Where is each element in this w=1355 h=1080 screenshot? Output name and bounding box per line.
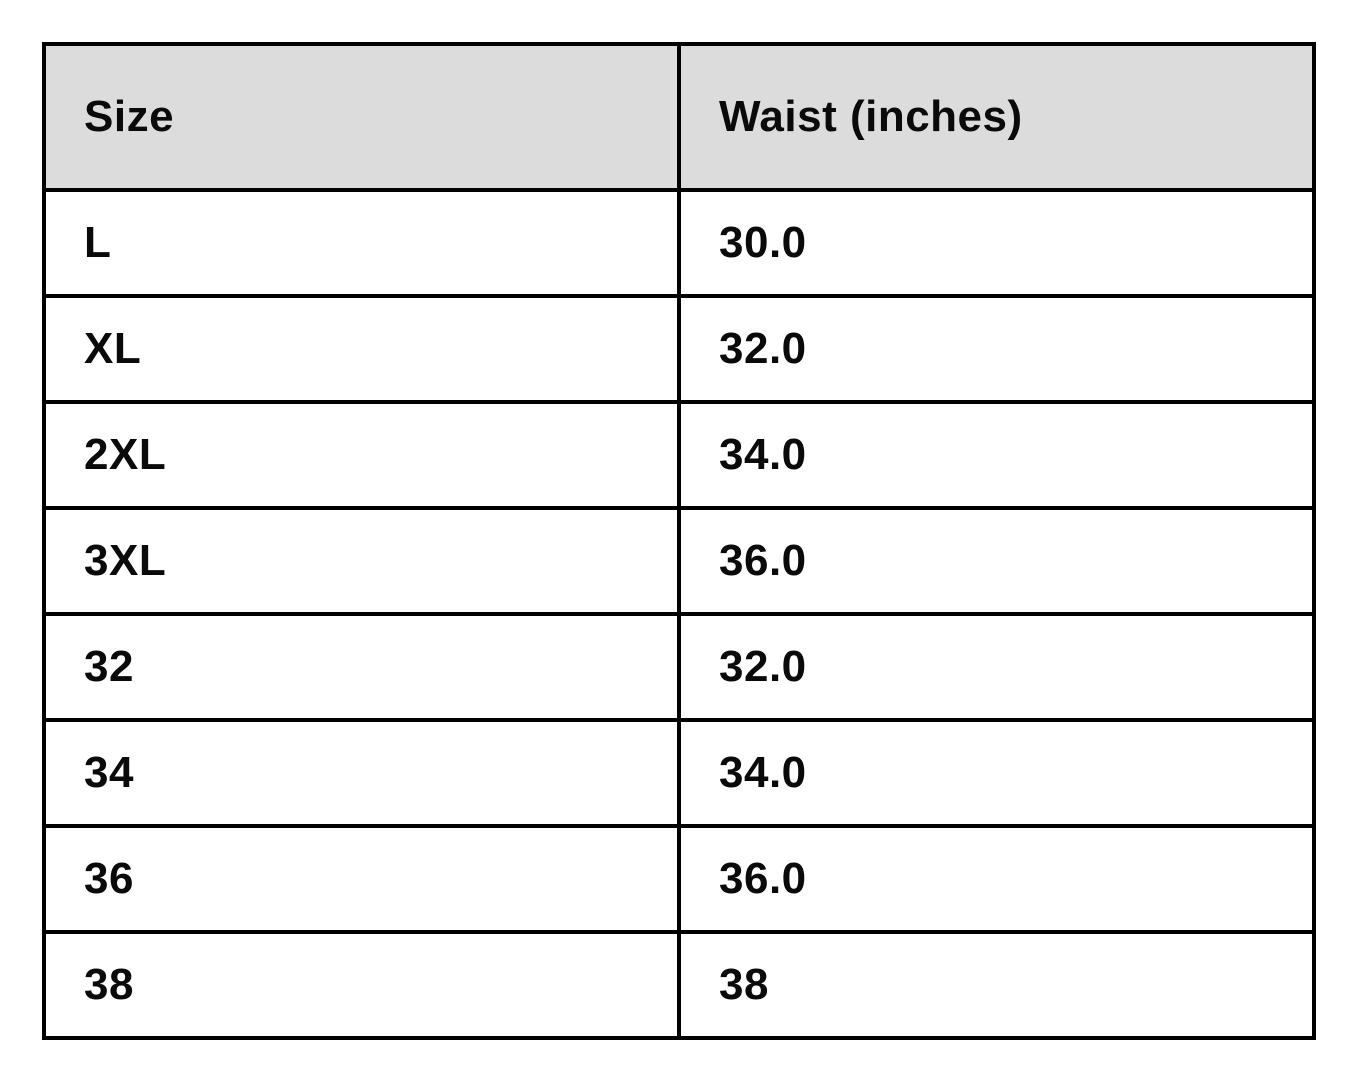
waist-cell: 34.0: [679, 720, 1314, 826]
size-cell: XL: [44, 296, 679, 402]
table-row: [44, 614, 1314, 720]
table-row: [44, 932, 1314, 1038]
size-cell: 36: [44, 826, 679, 932]
size-chart-table: [42, 42, 1316, 1040]
size-cell: 32: [44, 614, 679, 720]
column-header-waist: Waist (inches): [679, 44, 1314, 190]
size-cell: L: [44, 190, 679, 296]
size-cell: 2XL: [44, 402, 679, 508]
waist-cell: 32.0: [679, 296, 1314, 402]
waist-cell: 34.0: [679, 402, 1314, 508]
table-header: [44, 44, 1314, 190]
waist-cell: 32.0: [679, 614, 1314, 720]
table-row: [44, 296, 1314, 402]
waist-cell: 36.0: [679, 508, 1314, 614]
size-cell: 38: [44, 932, 679, 1038]
waist-cell: 38: [679, 932, 1314, 1038]
table-row: [44, 190, 1314, 296]
column-header-size: Size: [44, 44, 679, 190]
table-row: [44, 826, 1314, 932]
waist-cell: 36.0: [679, 826, 1314, 932]
table-row: [44, 508, 1314, 614]
header-row: [44, 44, 1314, 190]
size-cell: 34: [44, 720, 679, 826]
waist-cell: 30.0: [679, 190, 1314, 296]
table-row: [44, 720, 1314, 826]
table-row: [44, 402, 1314, 508]
size-chart-container: [42, 42, 1316, 1040]
size-cell: 3XL: [44, 508, 679, 614]
table-body: [44, 190, 1314, 1038]
